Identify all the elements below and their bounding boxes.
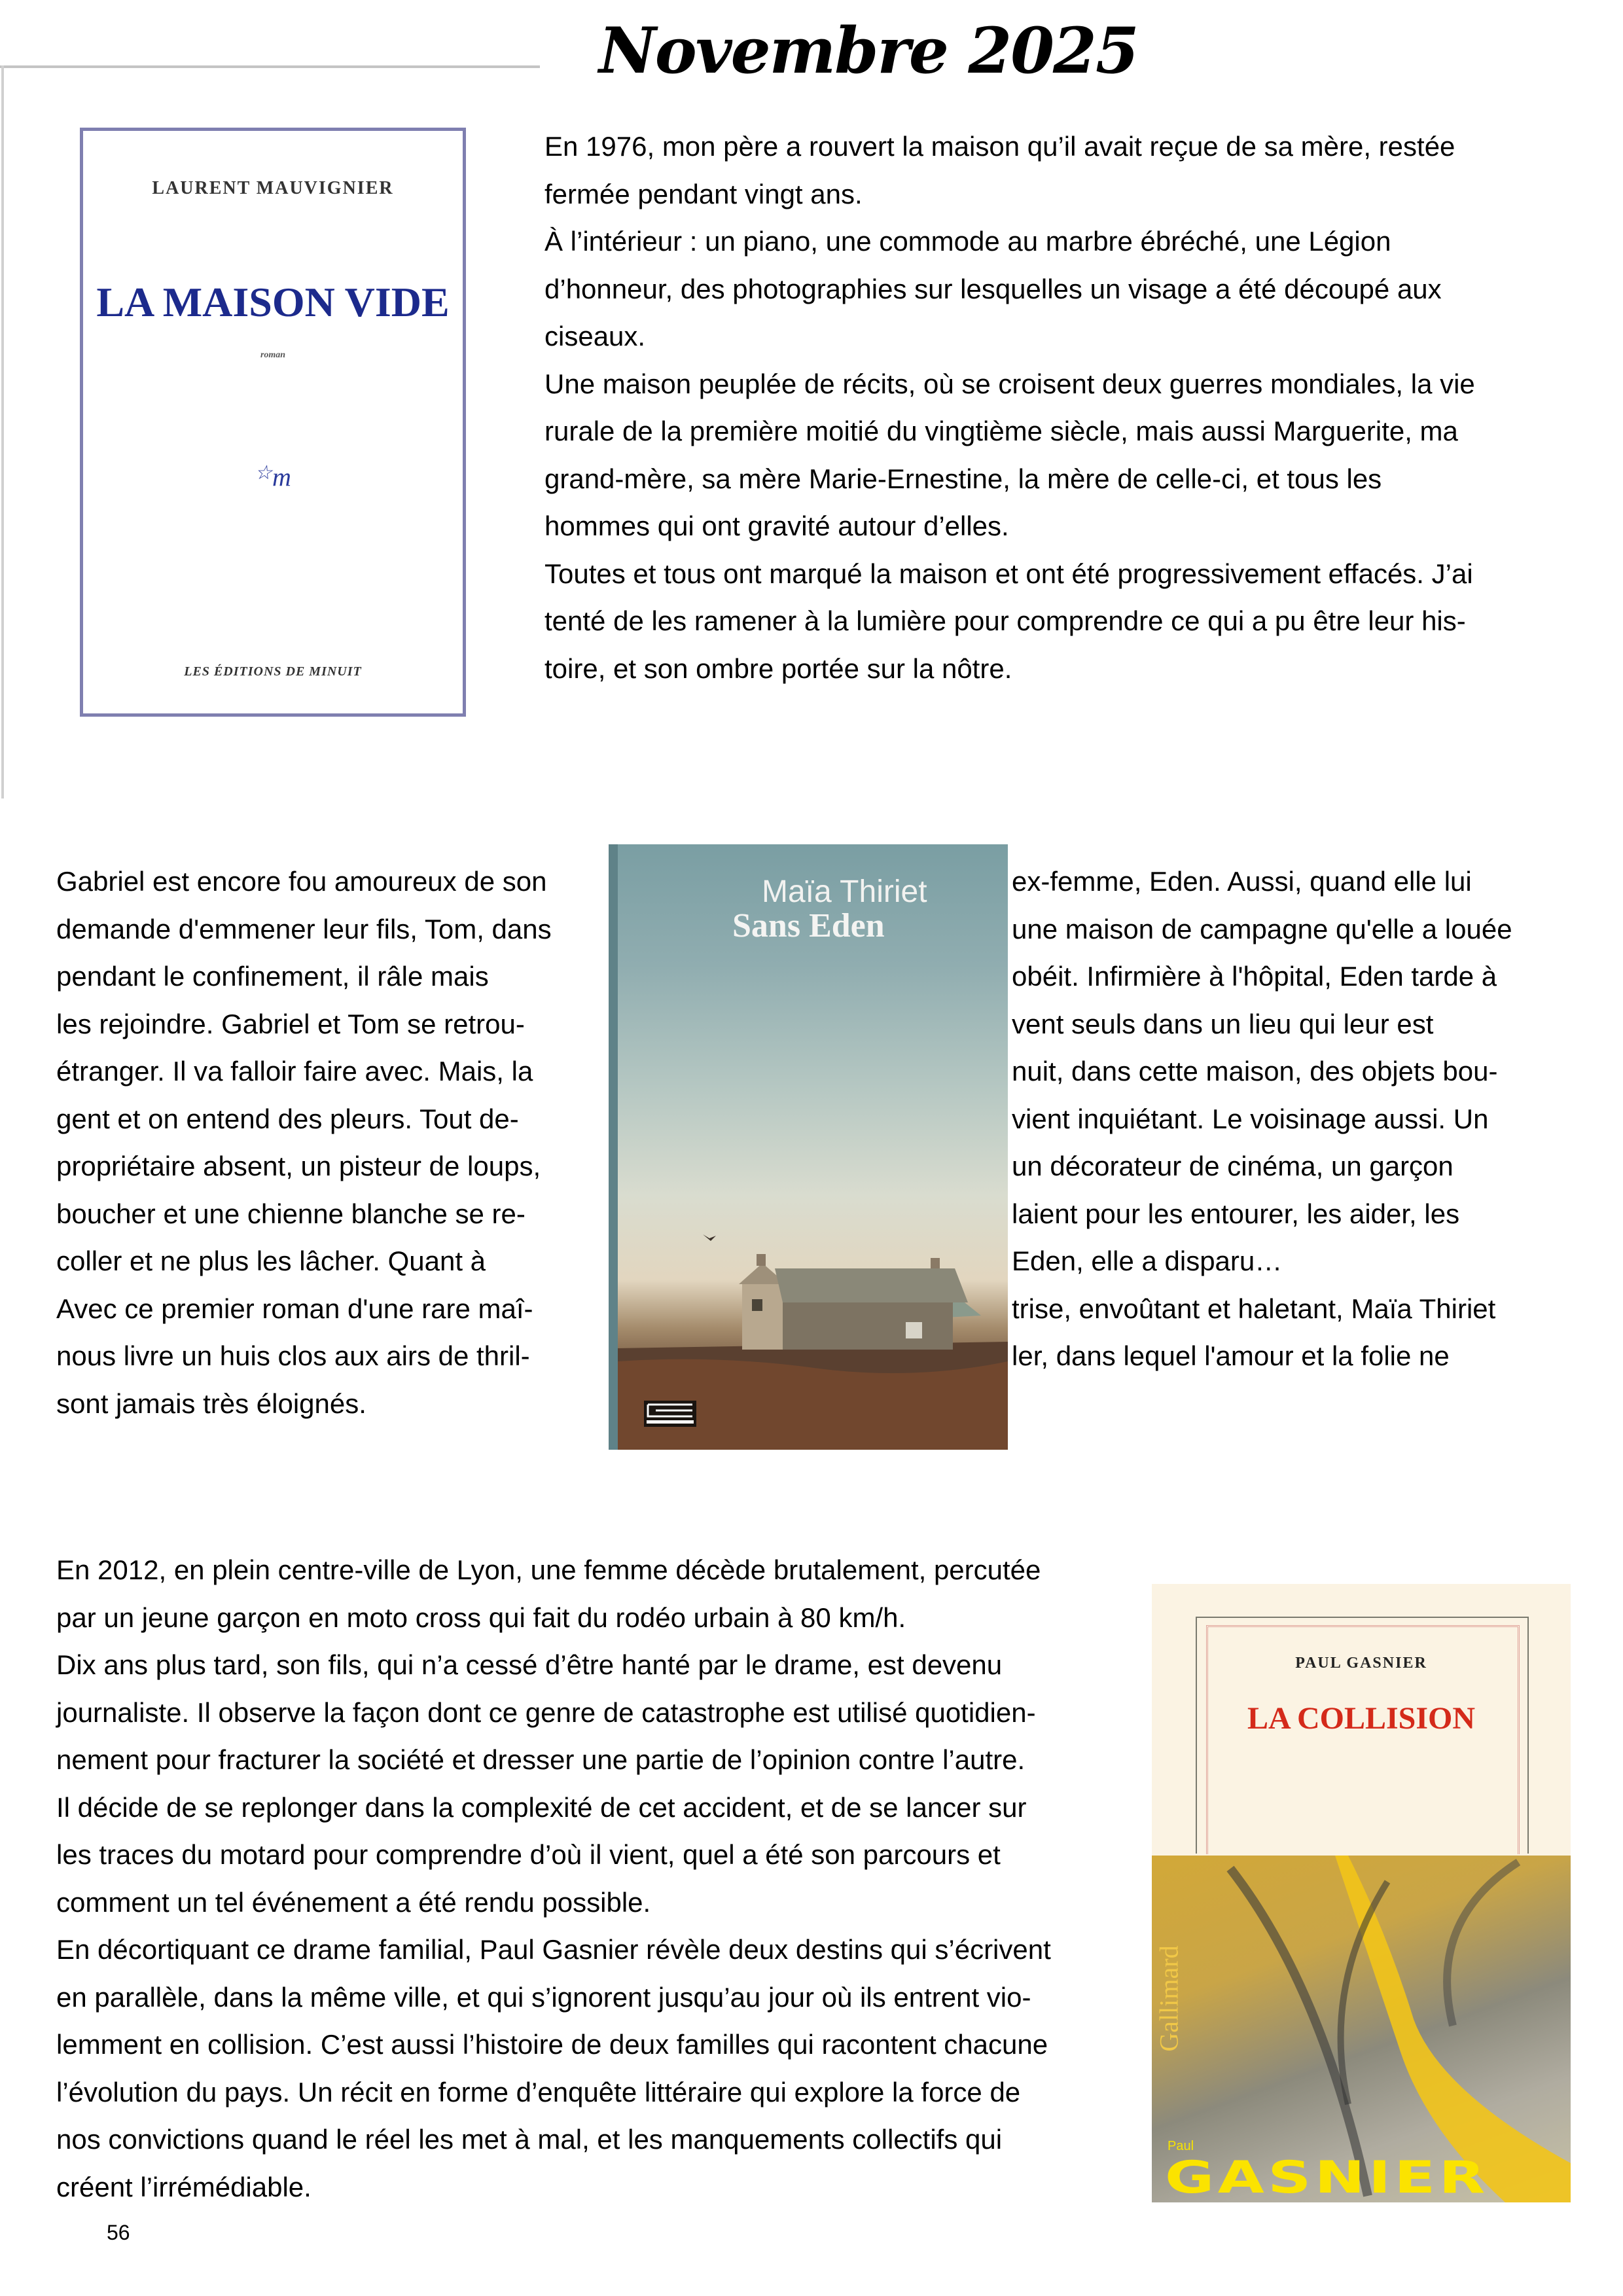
text-line: lemment en collision. C’est aussi l’histoire de deux familles qui racontent chacune bbox=[56, 2029, 1048, 2060]
book-cover-la-collision bbox=[1152, 1584, 1571, 2202]
chimney-right bbox=[931, 1258, 940, 1268]
text-line: vent seuls dans un lieu qui leur est bbox=[1012, 1008, 1434, 1039]
text-line: comment un tel événement a été rendu possible. bbox=[56, 1886, 651, 1918]
text-line: vient inquiétant. Le voisinage aussi. Un bbox=[1012, 1103, 1489, 1134]
text-line: rurale de la première moitié du vingtième siècle, mais aussi Marguerite, ma bbox=[544, 416, 1458, 446]
cover-author: Maïa Thiriet bbox=[762, 874, 927, 909]
text-line: Eden, elle a disparu… bbox=[1012, 1246, 1283, 1276]
text-line: étranger. Il va falloir faire avec. Mais, la bbox=[56, 1056, 533, 1086]
bird-icon bbox=[703, 1234, 716, 1241]
skid-mark-3 bbox=[1447, 1862, 1518, 2026]
frame-top-rule bbox=[0, 65, 540, 68]
text-line: journaliste. Il observe la façon dont ce genre de catastrophe est utilisé quotidien- bbox=[56, 1696, 1036, 1728]
text-line: coller et ne plus les lâcher. Quant à bbox=[56, 1246, 486, 1276]
text-line: gent et on entend des pleurs. Tout de- bbox=[56, 1103, 519, 1134]
text-line: un décorateur de cinéma, un garçon bbox=[1012, 1151, 1454, 1181]
house-window-2 bbox=[906, 1322, 922, 1338]
text-line: tenté de les ramener à la lumière pour comprendre ce qui a pu être leur his- bbox=[544, 605, 1466, 636]
text-line: pendant le confinement, il râle mais bbox=[56, 961, 489, 992]
text-line: trise, envoûtant et haletant, Maïa Thiriet bbox=[1012, 1293, 1496, 1324]
text-line: Toutes et tous ont marqué la maison et ont été progressivement effacés. J’ai bbox=[544, 558, 1473, 589]
text-line: nuit, dans cette maison, des objets bou- bbox=[1012, 1056, 1498, 1086]
cover-author: LAURENT MAUVIGNIER bbox=[152, 178, 394, 198]
book-2-summary-left bbox=[56, 858, 552, 1427]
text-line: Gabriel est encore fou amoureux de son bbox=[56, 866, 547, 897]
road-skid-marks-illustration bbox=[1152, 1856, 1571, 2202]
text-line: les rejoindre. Gabriel et Tom se retrou- bbox=[56, 1008, 525, 1039]
book-2-summary-right bbox=[1012, 858, 1512, 1380]
text-line: En décortiquant ce drame familial, Paul Gasnier révèle deux destins qui s’écrivent bbox=[56, 1934, 1051, 1965]
star-icon: ☆ bbox=[255, 462, 272, 484]
text-line: ex-femme, Eden. Aussi, quand elle lui bbox=[1012, 866, 1472, 897]
text-line: Dix ans plus tard, son fils, qui n’a cessé d’être hanté par le drame, est devenu bbox=[56, 1649, 1003, 1680]
band-first-name: Paul bbox=[1168, 2139, 1194, 2153]
text-line: En 2012, en plein centre-ville de Lyon, une femme décède brutalement, percutée bbox=[56, 1554, 1041, 1585]
house-window bbox=[752, 1299, 762, 1311]
publisher-logo bbox=[83, 461, 463, 492]
text-line: toire, et son ombre portée sur la nôtre. bbox=[544, 653, 1012, 684]
text-line: grand-mère, sa mère Marie-Ernestine, la mère de celle-ci, et tous les bbox=[544, 463, 1382, 494]
text-line: demande d'emmener leur fils, Tom, dans bbox=[56, 913, 552, 944]
text-line: les traces du motard pour comprendre d’où il vient, quel a été son parcours et bbox=[56, 1839, 1001, 1870]
text-line: À l’intérieur : un piano, une commode au marbre ébréché, une Légion bbox=[544, 226, 1391, 257]
text-line: nous livre un huis clos aux airs de thril- bbox=[56, 1340, 530, 1371]
text-line: Avec ce premier roman d'une rare maî- bbox=[56, 1293, 533, 1324]
text-line: une maison de campagne qu'elle a louée bbox=[1012, 913, 1512, 944]
skid-mark bbox=[1230, 1869, 1368, 2196]
text-line: ciseaux. bbox=[544, 321, 646, 351]
text-line: l’évolution du pays. Un récit en forme d’enquête littéraire qui explore la force de bbox=[56, 2076, 1021, 2108]
page-title: Novembre 2025 bbox=[599, 14, 1138, 88]
house-wall bbox=[783, 1302, 953, 1350]
logo-letter: m bbox=[272, 462, 291, 492]
cover-publisher: LES ÉDITIONS DE MINUIT bbox=[184, 664, 362, 679]
house-gable bbox=[742, 1284, 783, 1350]
cover-title: Sans Eden bbox=[732, 907, 885, 944]
band-last-name: GASNIER bbox=[1165, 2152, 1489, 2202]
cover-genre: roman bbox=[260, 350, 286, 360]
text-line: Une maison peuplée de récits, où se croisent deux guerres mondiales, la vie bbox=[544, 368, 1475, 399]
text-line: nos convictions quand le réel les met à mal, et les manquements collectifs qui bbox=[56, 2124, 1003, 2155]
text-line: Il décide de se replonger dans la complexité de cet accident, et de se lancer sur bbox=[56, 1791, 1027, 1823]
chimney-left bbox=[757, 1254, 766, 1266]
text-line: hommes qui ont gravité autour d’elles. bbox=[544, 511, 1009, 541]
text-line: En 1976, mon père a rouvert la maison qu’il avait reçue de sa mère, restée bbox=[544, 131, 1455, 162]
book-3-summary bbox=[56, 1547, 1051, 2211]
cover-title: LA COLLISION bbox=[1247, 1701, 1476, 1736]
text-line: d’honneur, des photographies sur lesquelles un visage a été découpé aux bbox=[544, 273, 1442, 304]
book-cover-sans-eden bbox=[609, 844, 1008, 1450]
text-line: laient pour les entourer, les aider, les bbox=[1012, 1198, 1460, 1229]
frame-left-rule bbox=[1, 65, 4, 798]
text-line: sont jamais très éloignés. bbox=[56, 1388, 366, 1419]
book-1-summary bbox=[544, 123, 1475, 692]
text-line: ler, dans lequel l'amour et la folie ne bbox=[1012, 1340, 1450, 1371]
publisher-logo-icon bbox=[644, 1401, 696, 1427]
text-line: créent l’irrémédiable. bbox=[56, 2171, 312, 2202]
house-roof bbox=[775, 1268, 968, 1302]
cover-title: LA MAISON VIDE bbox=[96, 279, 450, 325]
cover-publisher: Gallimard bbox=[1154, 1945, 1184, 2052]
text-line: par un jeune garçon en moto cross qui fait du rodéo urbain à 80 km/h. bbox=[56, 1602, 906, 1633]
text-line: obéit. Infirmière à l'hôpital, Eden tarde à bbox=[1012, 961, 1497, 992]
page-number: 56 bbox=[107, 2221, 130, 2244]
text-line: nement pour fracturer la société et dresser une partie de l’opinion contre l’autre. bbox=[56, 1744, 1026, 1775]
book-cover-la-maison-vide bbox=[80, 128, 466, 717]
cover-author: PAUL GASNIER bbox=[1295, 1655, 1427, 1672]
text-line: propriétaire absent, un pisteur de loups, bbox=[56, 1151, 541, 1181]
text-line: boucher et une chienne blanche se re- bbox=[56, 1198, 526, 1229]
text-line: fermée pendant vingt ans. bbox=[544, 178, 863, 209]
text-line: en parallèle, dans la même ville, et qui s’ignorent jusqu’au jour où ils entrent vio- bbox=[56, 1981, 1031, 2013]
